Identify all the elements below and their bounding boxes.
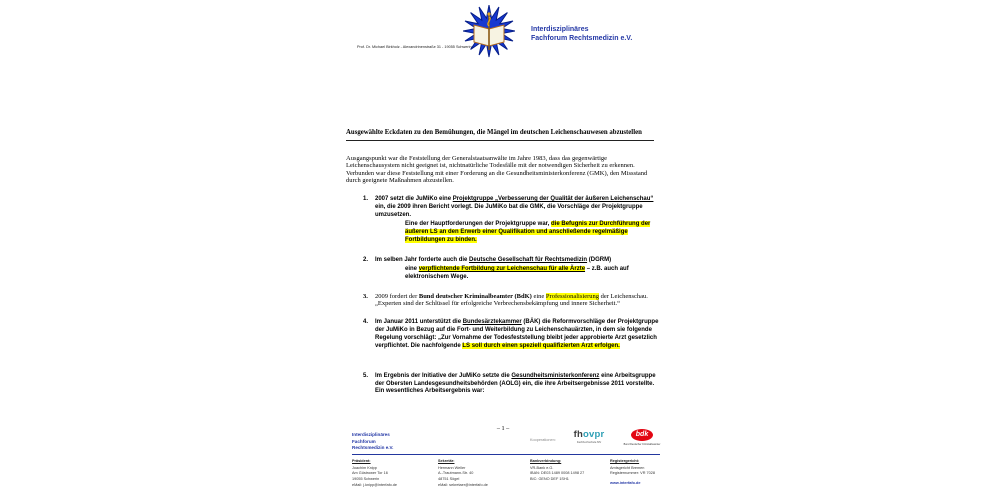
underlined-text: Projektgruppe „Verbesserung der Qualität der äußeren Leichenschau“ — [452, 196, 654, 202]
text-segment: 2009 fordert der — [375, 292, 419, 300]
column-heading: Präsident: — [352, 459, 371, 463]
column-line-email: eMail: sekretaer@interfafo.de — [438, 482, 488, 487]
footer-org-line1: Interdisziplinäres — [352, 432, 390, 437]
highlighted-text: LS soll durch einen speziell qualifizierten Arzt erfolgen. — [462, 342, 620, 349]
column-line-email: eMail: j.knipp@interfafo.de — [352, 482, 398, 487]
column-line: Am Güstrower Tor 16 — [352, 471, 388, 476]
text-segment: – z.B. auch auf elektronischem Wege. — [405, 265, 629, 280]
fhovpr-fh: fh — [573, 429, 583, 440]
document-page — [344, 0, 662, 499]
footer-column-register — [610, 459, 662, 487]
text-segment: 2007 setzt die JuMiKo eine — [375, 196, 453, 202]
footer-column-secretary — [438, 459, 526, 488]
column-line: Registernummer: VR 7028 — [610, 471, 655, 476]
fhovpr-subtext: Fachhochschule MV — [576, 440, 602, 444]
footer-org-line2: Fachforum — [352, 438, 376, 444]
text-segment: eine Arbeitsgruppe der Obersten Landesgesundheitsbehörden (AOLG) ein, die ihre Arbeitsergebnisse 2011 vorstellte. — [375, 372, 656, 387]
sender-address-line: Prof. Dr. Michael Birkholz - Alexandrinenstraße 31 - 19055 Schwerin — [357, 45, 472, 49]
item-number: 2. — [363, 256, 369, 263]
column-heading: Sekretär: — [438, 459, 455, 463]
column-line: 48751 Sögel — [438, 477, 460, 482]
item-number: 4. — [363, 318, 369, 325]
org-logo-star-badge-icon — [463, 5, 515, 58]
column-line: Joachim Knipp — [352, 465, 377, 470]
item-subtext — [405, 221, 659, 245]
column-line: 19055 Schwerin — [352, 477, 380, 482]
org-name — [531, 25, 632, 43]
column-line: A.-Trautmann-Str. 40 — [438, 471, 474, 476]
website-link[interactable]: www.interfafo.de — [610, 481, 641, 486]
footer-org-name — [352, 432, 393, 452]
highlighted-text: die Befugnis zur Durchführung der äußeren LS an den Erwerb einer Qualifikation und anschließende regelmäßige Fortbildungen zu binden. — [405, 220, 651, 243]
list-item-4 — [363, 319, 659, 351]
text-segment: (DGRM) — [587, 256, 612, 263]
footer-column-president — [352, 459, 436, 488]
intro-paragraph: Ausgangspunkt war die Feststellung der Generalstaatsanwälte im Jahre 1983, dass das gegenwärtige Leichenschausystem nicht geeignet ist, nichtnatürliche Todesfälle mit der notwendigen Sicherheit zu erkennen. Verbunden war diese Feststellung mit einer Forderung an die Gesundheitsministerkonferenz (GMK), den Missstand durch geeignete Maßnahmen abzustellen. — [346, 155, 648, 185]
column-heading: Registergericht: — [610, 459, 640, 463]
highlighted-text: Professionalisierung — [545, 292, 599, 300]
document-title: Ausgewählte Eckdaten zu den Bemühungen, die Mängel im deutschen Leichenschauwesen abzustellen — [346, 129, 654, 141]
item-number: 3. — [363, 292, 368, 300]
footer-column-bank — [530, 459, 608, 483]
page-number: – 1 – — [496, 425, 510, 432]
item-text — [375, 257, 659, 265]
star-badge-icon — [463, 5, 515, 58]
fhovpr-ovpr: ovpr — [582, 429, 605, 440]
item-tail-text: Ein wesentliches Arbeitsergebnis war: — [375, 388, 485, 395]
column-line: IBAN: DE03 1489 0008 1498 27 — [530, 471, 585, 476]
column-line: Hermann Weller — [438, 465, 466, 470]
text-segment: eine — [531, 292, 546, 300]
column-line: BIC: GENO DEF 1SH1 — [530, 477, 569, 482]
text-segment: (BÄK) die Reformvorschläge der Projektgruppe der JuMiKo in Bezug auf die Fort- und Weiterbildung zu Leichenschauärzten, in dem sie folgende Regelung vorschlägt: „Zur Vornahme der Todesfeststellung bleibt jeder approbierte Arzt gesetzlich verpflichtet. Die nachfolgende — [375, 318, 659, 349]
item-text — [375, 196, 659, 220]
column-line: VR-Bank e.G. — [530, 465, 554, 470]
item-number: 5. — [363, 372, 369, 379]
bdk-logo — [621, 429, 663, 446]
item-text — [375, 373, 659, 389]
text-segment: Im selben Jahr forderte auch die — [375, 256, 470, 263]
item-number: 1. — [363, 196, 369, 202]
column-heading: Bankverbindung: — [530, 459, 562, 463]
text-segment: der Leichenschau. „Experten sind der Schlüssel für erfolgreiche Verbrechensbekämpfung und innere Sicherheit.“ — [375, 292, 648, 308]
underlined-text: Bundesärztekammer — [462, 318, 522, 325]
item-text — [375, 293, 659, 308]
text-segment: ein, die 2009 ihren Bericht vorlegt. Die JuMiKo bat die GMK, die Vorschläge der Projektgruppe umzusetzen. — [375, 203, 643, 218]
text-segment: Im Ergebnis der Initiative der JuMiKo setzte die — [375, 372, 512, 379]
bold-text: Bund deutscher Kriminalbeamter (BdK) — [418, 292, 532, 300]
fhovpr-logo — [564, 430, 614, 444]
footer-org-line3: Rechtsmedizin e.V. — [352, 445, 394, 451]
org-name-line1: Interdisziplinäres — [531, 26, 589, 33]
bdk-oval-icon: bdk — [631, 429, 653, 441]
underlined-text: Gesundheitsministerkonferenz — [511, 372, 600, 379]
org-name-line2: Fachforum Rechtsmedizin e.V. — [531, 35, 633, 43]
list-item-2 — [363, 257, 659, 282]
column-line: Amtsgericht Bremen — [610, 465, 645, 470]
item-subtext — [405, 266, 659, 282]
item-text — [375, 319, 659, 351]
text-segment: Eine der Hauptforderungen der Projektgruppe war, — [405, 220, 552, 227]
text-segment: eine — [405, 265, 419, 272]
list-item-1 — [363, 196, 659, 245]
text-segment: Im Januar 2011 unterstützt die — [375, 318, 463, 325]
cooperation-label: Kooperationen: — [530, 438, 556, 442]
bdk-subtext: Bund Deutscher Kriminalbeamter — [623, 442, 661, 446]
numbered-list — [363, 196, 659, 396]
footer-divider — [352, 454, 660, 455]
list-item-3 — [363, 293, 659, 308]
fhovpr-wordmark — [564, 430, 614, 440]
highlighted-underlined-text: verpflichtende Fortbildung zur Leichenschau für alle Ärzte — [418, 265, 586, 272]
underlined-text: Deutsche Gesellschaft für Rechtsmedizin — [469, 256, 588, 263]
list-item-5 — [363, 373, 659, 397]
